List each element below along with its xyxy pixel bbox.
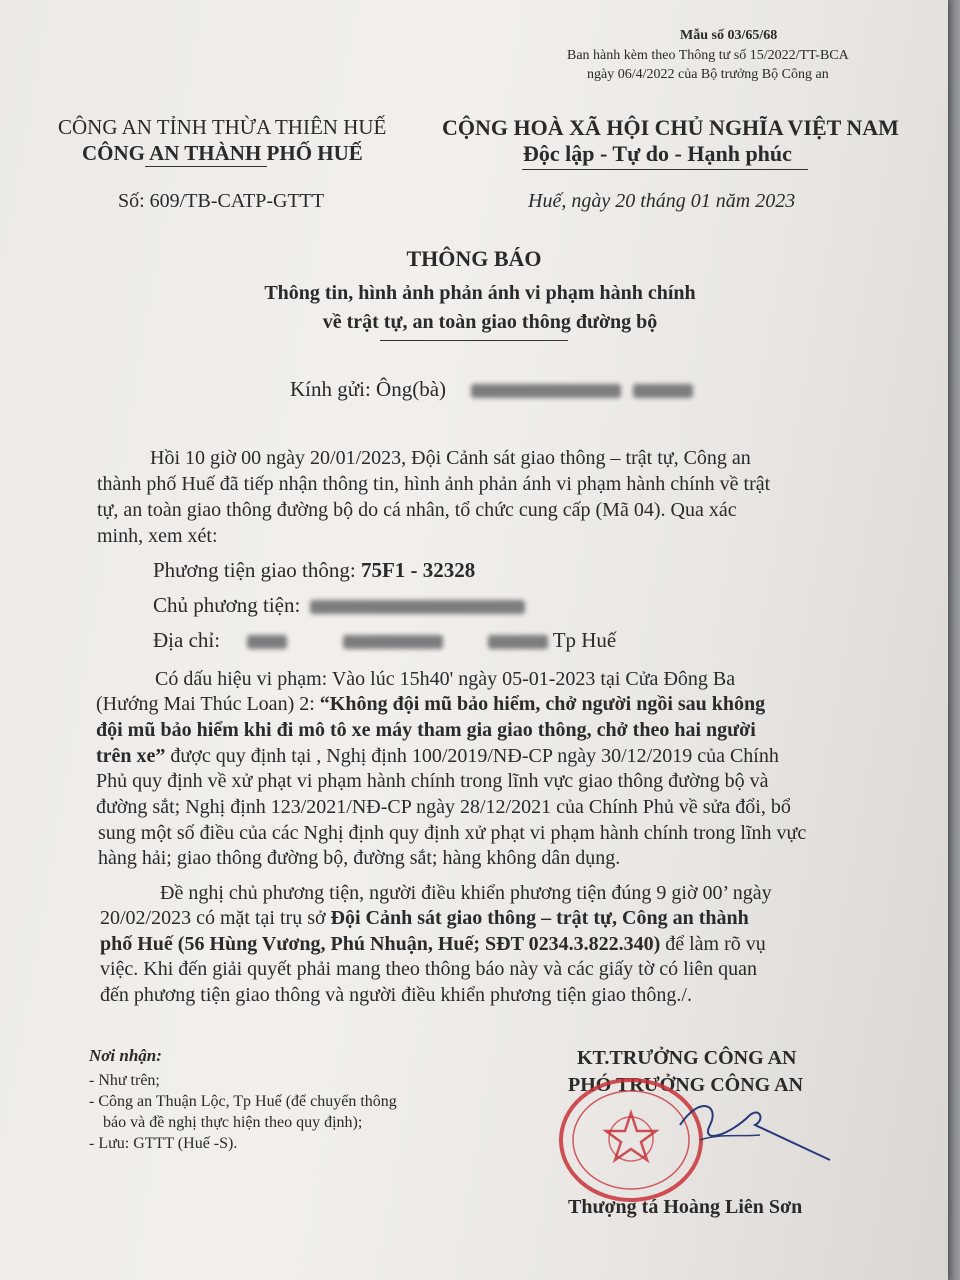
document-number: Số: 609/TB-CATP-GTTT [118, 190, 325, 212]
violation-text: trên xe” [96, 745, 166, 767]
redacted-address [488, 635, 548, 649]
recipient-item: báo và đề nghị thực hiện theo quy định); [103, 1114, 363, 1131]
form-number: Mẫu số 03/65/68 [680, 28, 778, 43]
paragraph-line: Có dấu hiệu vi phạm: Vào lúc 15h40' ngày 05-01-2023 tại Cửa Đông Ba [155, 668, 736, 690]
redacted-name [633, 384, 693, 398]
national-title: CỘNG HOÀ XÃ HỘI CHỦ NGHĨA VIỆT NAM [442, 115, 899, 140]
paragraph-line [96, 743, 779, 769]
paragraph-line [100, 905, 749, 931]
org-parent: CÔNG AN TỈNH THỪA THIÊN HUẾ [58, 115, 387, 139]
org-underline [145, 166, 267, 167]
office-address: phố Huế (56 Hùng Vương, Phú Nhuận, Huế; SĐT 0234.3.822.340) [100, 933, 661, 955]
recipient-item: - Công an Thuận Lộc, Tp Huế (để chuyển thông [89, 1093, 397, 1110]
handwritten-signature-icon [660, 1085, 840, 1175]
address-line [153, 628, 616, 653]
document-subtitle-2: về trật tự, an toàn giao thông đường bộ [322, 311, 658, 333]
paragraph-line: tự, an toàn giao thông đường bộ do cá nhân, tổ chức cung cấp (Mã 04). Qua xác [97, 499, 737, 521]
recipient-item: - Như trên; [89, 1072, 160, 1089]
redacted-owner [310, 600, 525, 614]
paragraph-line: thành phố Huế đã tiếp nhận thông tin, hình ảnh phản ánh vi phạm hành chính về trật [97, 473, 771, 495]
paragraph-line: Phủ quy định về xử phạt vi phạm hành chính trong lĩnh vực giao thông đường bộ và [96, 770, 769, 792]
paragraph-line: sung một số điều của các Nghị định quy định xử phạt vi phạm hành chính trong lĩnh vực [98, 822, 807, 844]
org-unit: CÔNG AN THÀNH PHỐ HUẾ [82, 141, 363, 165]
national-motto: Độc lập - Tự do - Hạnh phúc [523, 141, 792, 166]
text-span: được quy định tại , Nghị định 100/2019/NĐ-CP ngày 30/12/2019 của Chính [165, 745, 779, 767]
office-name: Đội Cảnh sát giao thông – trật tự, Công an thành [330, 907, 749, 929]
signature-title-1: KT.TRƯỞNG CÔNG AN [577, 1047, 797, 1069]
vehicle-plate: 75F1 - 32328 [360, 558, 476, 582]
violation-text: đội mũ bảo hiểm khi đi mô tô xe máy tham gia giao thông, chở theo hai người [96, 719, 756, 741]
signature-title-2: PHÓ TRƯỞNG CÔNG AN [568, 1074, 804, 1096]
place-date: Huế, ngày 20 tháng 01 năm 2023 [528, 190, 796, 212]
motto-underline [522, 169, 808, 170]
paragraph-line: Hồi 10 giờ 00 ngày 20/01/2023, Đội Cảnh sát giao thông – trật tự, Công an [150, 447, 751, 469]
document-title: THÔNG BÁO [406, 246, 542, 271]
recipients-title: Nơi nhận: [89, 1046, 162, 1065]
paragraph-line [96, 691, 765, 717]
violation-text: “Không đội mũ bảo hiểm, chở người ngồi sau không [319, 693, 766, 715]
paragraph-line: việc. Khi đến giải quyết phải mang theo thông báo này và các giấy tờ có liên quan [100, 958, 758, 980]
recipient-item: - Lưu: GTTT (Huế -S). [89, 1135, 238, 1152]
address-city: Tp Huế [552, 628, 617, 652]
text-span: (Hướng Mai Thúc Loan) 2: [96, 693, 320, 715]
owner-line [153, 593, 525, 618]
redacted-name [471, 384, 621, 398]
document-subtitle-1: Thông tin, hình ảnh phản ánh vi phạm hành chính [264, 282, 696, 304]
signer-name: Thượng tá Hoàng Liên Sơn [568, 1196, 803, 1218]
owner-label: Chủ phương tiện: [153, 593, 301, 617]
text-span: 20/02/2023 có mặt tại trụ sở [100, 907, 331, 929]
paragraph-line: đến phương tiện giao thông và người điều khiển phương tiện giao thông./. [100, 984, 692, 1006]
paragraph-line [100, 931, 766, 957]
paragraph-line: đường sắt; Nghị định 123/2021/NĐ-CP ngày 28/12/2021 của Chính Phủ về sửa đổi, bổ [96, 796, 791, 818]
paragraph-line: minh, xem xét: [97, 525, 218, 547]
address-label: Địa chỉ: [153, 628, 221, 652]
vehicle-line [153, 558, 475, 583]
paragraph-line: Đề nghị chủ phương tiện, người điều khiển phương tiện đúng 9 giờ 00’ ngày [160, 882, 772, 904]
redacted-address [247, 635, 287, 649]
salutation-text: Kính gửi: Ông(bà) [290, 377, 447, 401]
paragraph-line: hàng hải; giao thông đường bộ, đường sắt; hàng không dân dụng. [98, 847, 621, 869]
text-span: để làm rõ vụ [660, 933, 766, 955]
subtitle-underline [380, 340, 568, 341]
form-reference-line2: ngày 06/4/2022 của Bộ trưởng Bộ Công an [587, 67, 829, 82]
vehicle-label: Phương tiện giao thông: [153, 558, 361, 582]
redacted-address [343, 635, 443, 649]
form-reference-line1: Ban hành kèm theo Thông tư số 15/2022/TT-BCA [567, 48, 849, 63]
salutation [290, 377, 693, 402]
